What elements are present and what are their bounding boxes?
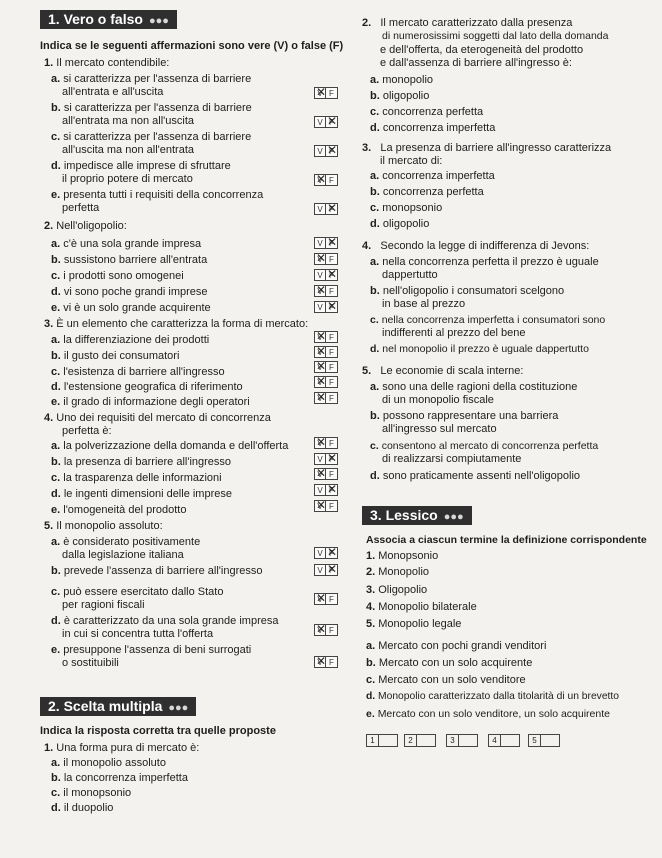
answer-box-1[interactable]: 1 — [366, 734, 398, 747]
true-checkbox[interactable]: V — [314, 269, 326, 281]
answer-input-3[interactable] — [459, 734, 478, 747]
q5-option-c: c. può essere esercitato dallo Stato — [51, 586, 224, 598]
m5-option-d[interactable]: d. sono praticamente assenti nell'oligopolio — [370, 470, 581, 482]
section-1-title: 1. Vero o falso — [48, 11, 143, 27]
answer-input-1[interactable] — [379, 734, 398, 747]
answer-box-5[interactable]: 5 — [528, 734, 560, 747]
definition-c: c. Mercato con un solo venditore — [366, 674, 526, 686]
q1-option-e-cont: perfetta — [62, 202, 100, 214]
false-checkbox[interactable]: F — [326, 437, 338, 449]
answer-input-2[interactable] — [417, 734, 436, 747]
q3-option-a: a. la differenziazione dei prodotti — [51, 334, 210, 346]
mc-question-2-l4: e dall'assenza di barriere all'ingresso è: — [380, 57, 572, 69]
m1-option-a[interactable]: a. il monopolio assoluto — [51, 757, 166, 769]
q1-option-b: b. si caratterizza per l'assenza di barriere — [51, 102, 252, 114]
q3-option-c: c. l'esistenza di barriere all'ingresso — [51, 366, 225, 378]
q5-option-a-cont: dalla legislazione italiana — [62, 549, 184, 561]
true-checkbox-checked[interactable]: V ✕ — [314, 331, 326, 343]
q4-option-b: b. la presenza di barriere all'ingresso — [51, 456, 232, 468]
mc-question-3-l2: il mercato di: — [380, 155, 443, 167]
difficulty-dots: ●●● — [168, 702, 189, 714]
section-3-header — [362, 506, 472, 525]
q4b-vf-box[interactable] — [314, 453, 338, 465]
q3c-vf-box[interactable] — [314, 361, 338, 373]
section-2-instruction: Indica la risposta corretta tra quelle proposte — [40, 725, 276, 737]
q1-option-a-cont: all'entrata e all'uscita — [62, 86, 164, 98]
q4-option-e: e. l'omogeneità del prodotto — [51, 504, 187, 516]
false-checkbox-checked[interactable]: F ✕ — [326, 116, 338, 128]
q1d-vf-box[interactable] — [314, 174, 338, 186]
q3-option-e: e. il grado di informazione degli operatori — [51, 396, 250, 408]
true-checkbox[interactable]: V — [314, 453, 326, 465]
false-checkbox-checked[interactable]: F ✕ — [326, 453, 338, 465]
difficulty-dots: ●●● — [148, 15, 169, 27]
m2-option-b[interactable]: b. oligopolio — [370, 90, 430, 102]
true-checkbox-checked[interactable]: V ✕ — [314, 468, 326, 480]
q5d-vf-box[interactable] — [314, 624, 338, 636]
mc-question-3: 3. La presenza di barriere all'ingresso caratterizza — [362, 142, 612, 154]
m5-option-c[interactable]: c. consentono al mercato di concorrenza perfetta — [370, 440, 599, 452]
false-checkbox-checked[interactable]: F ✕ — [326, 237, 338, 249]
false-checkbox[interactable]: F — [326, 593, 338, 605]
m4-option-b-cont: in base al prezzo — [382, 298, 466, 310]
definition-a: a. Mercato con pochi grandi venditori — [366, 640, 547, 652]
q1-option-b-cont: all'entrata ma non all'uscita — [62, 115, 194, 127]
true-checkbox-checked[interactable]: V ✕ — [314, 437, 326, 449]
q1-option-d-cont: il proprio potere di mercato — [62, 173, 193, 185]
false-checkbox[interactable]: F — [326, 624, 338, 636]
true-checkbox[interactable]: V — [314, 547, 326, 559]
definition-d: d. Monopolio caratterizzato dalla titolarità di un brevetto — [366, 691, 619, 702]
section-1-instruction: Indica se le seguenti affermazioni sono vere (V) o false (F) — [40, 40, 344, 52]
true-checkbox-checked[interactable]: V ✕ — [314, 376, 326, 388]
m5-option-b-cont: all'ingresso sul mercato — [382, 423, 497, 435]
false-checkbox[interactable]: F — [326, 346, 338, 358]
m4-option-a[interactable]: a. nella concorrenza perfetta il prezzo è uguale — [370, 256, 599, 268]
m2-option-c[interactable]: c. concorrenza perfetta — [370, 106, 484, 118]
q4-option-c: c. la trasparenza delle informazioni — [51, 472, 222, 484]
m1-option-c[interactable]: c. il monopsonio — [51, 787, 132, 799]
answer-box-3[interactable]: 3 — [446, 734, 478, 747]
answer-box-2[interactable]: 2 — [404, 734, 436, 747]
false-checkbox-checked[interactable]: F ✕ — [326, 484, 338, 496]
q3-option-d: d. l'estensione geografica di riferimento — [51, 381, 243, 393]
m3-option-c[interactable]: c. monopsonio — [370, 202, 443, 214]
m4-option-b[interactable]: b. nell'oligopolio i consumatori scelgono — [370, 285, 565, 297]
false-checkbox-checked[interactable]: F ✕ — [326, 547, 338, 559]
true-checkbox-checked[interactable]: V ✕ — [314, 361, 326, 373]
term-2: 2. Monopolio — [366, 566, 430, 578]
false-checkbox-checked[interactable]: F ✕ — [326, 564, 338, 576]
m5-option-a-cont: di un monopolio fiscale — [382, 394, 494, 406]
m3-option-d[interactable]: d. oligopolio — [370, 218, 430, 230]
false-checkbox[interactable]: F — [326, 500, 338, 512]
q1-option-d: d. impedisce alle imprese di sfruttare — [51, 160, 231, 172]
q3b-vf-box[interactable] — [314, 346, 338, 358]
definition-b: b. Mercato con un solo acquirente — [366, 657, 533, 669]
q2c-vf-box[interactable] — [314, 269, 338, 281]
m2-option-d[interactable]: d. concorrenza imperfetta — [370, 122, 496, 134]
q4a-vf-box[interactable] — [314, 437, 338, 449]
true-checkbox[interactable]: V — [314, 237, 326, 249]
true-checkbox-checked[interactable]: V ✕ — [314, 656, 326, 668]
term-3: 3. Oligopolio — [366, 584, 428, 596]
true-checkbox-checked[interactable]: V ✕ — [314, 392, 326, 404]
q2-option-b: b. sussistono barriere all'entrata — [51, 254, 208, 266]
q1c-vf-box[interactable] — [314, 145, 338, 157]
m4-option-d[interactable]: d. nel monopolio il prezzo è uguale dappertutto — [370, 343, 589, 355]
false-checkbox[interactable]: F — [326, 253, 338, 265]
question-2: 2. Nell'oligopolio: — [44, 220, 127, 232]
question-4-cont: perfetta è: — [62, 425, 112, 437]
mc-question-2-l3: e dell'offerta, da eterogeneità del prodotto — [380, 44, 584, 56]
q4c-vf-box[interactable] — [314, 468, 338, 480]
true-checkbox[interactable]: V — [314, 116, 326, 128]
q1-option-c: c. si caratterizza per l'assenza di barriere — [51, 131, 252, 143]
false-checkbox[interactable]: F — [326, 285, 338, 297]
true-checkbox[interactable]: V — [314, 301, 326, 313]
q5-option-c-cont: per ragioni fiscali — [62, 599, 145, 611]
q4e-vf-box[interactable] — [314, 500, 338, 512]
answer-box-4[interactable]: 4 — [488, 734, 520, 747]
q3-option-b: b. il gusto dei consumatori — [51, 350, 180, 362]
section-2-title: 2. Scelta multipla — [48, 698, 163, 714]
term-4: 4. Monopolio bilaterale — [366, 601, 477, 613]
difficulty-dots: ●●● — [443, 511, 464, 523]
m2-option-a[interactable]: a. monopolio — [370, 74, 434, 86]
q1-option-a: a. si caratterizza per l'assenza di barriere — [51, 73, 252, 85]
false-checkbox[interactable]: F — [326, 376, 338, 388]
m4-option-a-cont: dappertutto — [382, 269, 438, 281]
m5-option-c-cont: di realizzarsi compiutamente — [382, 453, 522, 465]
q1-option-e: e. presenta tutti i requisiti della concorrenza — [51, 189, 264, 201]
q4d-vf-box[interactable] — [314, 484, 338, 496]
question-5: 5. Il monopolio assoluto: — [44, 520, 163, 532]
m4-option-c[interactable]: c. nella concorrenza imperfetta i consumatori sono — [370, 314, 606, 326]
section-1-header — [40, 10, 177, 29]
section-2-header — [40, 697, 196, 716]
mc-question-2-l2: di numerosissimi soggetti dal lato della domanda — [382, 30, 609, 42]
m5-option-a[interactable]: a. sono una delle ragioni della costituzione — [370, 381, 578, 393]
q5-option-e-cont: o sostituibili — [62, 657, 119, 669]
q2b-vf-box[interactable] — [314, 253, 338, 265]
true-checkbox-checked[interactable]: V ✕ — [314, 500, 326, 512]
term-5: 5. Monopolio legale — [366, 618, 462, 630]
mc-question-5: 5. Le economie di scala interne: — [362, 365, 524, 377]
mc-question-2: 2. Il mercato caratterizzato dalla presenza — [362, 17, 573, 29]
true-checkbox[interactable]: V — [314, 145, 326, 157]
q2a-vf-box[interactable] — [314, 237, 338, 249]
true-checkbox-checked[interactable]: V ✕ — [314, 87, 326, 99]
true-checkbox[interactable]: V — [314, 564, 326, 576]
false-checkbox-checked[interactable]: F ✕ — [326, 203, 338, 215]
q1e-vf-box[interactable] — [314, 203, 338, 215]
m4-option-c-cont: indifferenti al prezzo del bene — [382, 327, 526, 339]
m1-option-b[interactable]: b. la concorrenza imperfetta — [51, 772, 188, 784]
true-checkbox-checked[interactable]: V ✕ — [314, 346, 326, 358]
question-4: 4. Uno dei requisiti del mercato di concorrenza — [44, 412, 271, 424]
true-checkbox-checked[interactable]: V ✕ — [314, 285, 326, 297]
q5-option-d-cont: in cui si concentra tutta l'offerta — [62, 628, 214, 640]
question-3: 3. È un elemento che caratterizza la forma di mercato: — [44, 318, 309, 330]
q5b-vf-box[interactable] — [314, 564, 338, 576]
q5-option-a: a. è considerato positivamente — [51, 536, 201, 548]
q5-option-b: b. prevede l'assenza di barriere all'ingresso — [51, 565, 263, 577]
q4-option-a: a. la polverizzazione della domanda e dell'offerta — [51, 440, 289, 452]
true-checkbox[interactable]: V — [314, 484, 326, 496]
false-checkbox-checked[interactable]: F ✕ — [326, 145, 338, 157]
q3d-vf-box[interactable] — [314, 376, 338, 388]
q5-option-d: d. è caratterizzato da una sola grande impresa — [51, 615, 279, 627]
question-1: 1. Il mercato contendibile: — [44, 57, 170, 69]
true-checkbox-checked[interactable]: V ✕ — [314, 624, 326, 636]
term-1: 1. Monopsonio — [366, 550, 439, 562]
false-checkbox[interactable]: F — [326, 656, 338, 668]
q2-option-d: d. vi sono poche grandi imprese — [51, 286, 208, 298]
q4-option-d: d. le ingenti dimensioni delle imprese — [51, 488, 232, 500]
false-checkbox[interactable]: F — [326, 468, 338, 480]
definition-e: e. Mercato con un solo venditore, un solo acquirente — [366, 708, 610, 720]
section-3-instruction: Associa a ciascun termine la definizione corrispondente — [366, 534, 647, 546]
mc-question-1: 1. Una forma pura di mercato è: — [44, 742, 200, 754]
q3e-vf-box[interactable] — [314, 392, 338, 404]
q2e-vf-box[interactable] — [314, 301, 338, 313]
q3a-vf-box[interactable] — [314, 331, 338, 343]
m3-option-b[interactable]: b. concorrenza perfetta — [370, 186, 484, 198]
false-checkbox[interactable]: F — [326, 331, 338, 343]
q2-option-c: c. i prodotti sono omogenei — [51, 270, 184, 282]
m3-option-a[interactable]: a. concorrenza imperfetta — [370, 170, 495, 182]
q2d-vf-box[interactable] — [314, 285, 338, 297]
answer-input-4[interactable] — [501, 734, 520, 747]
false-checkbox[interactable]: F — [326, 174, 338, 186]
q5e-vf-box[interactable] — [314, 656, 338, 668]
true-checkbox[interactable]: V — [314, 203, 326, 215]
false-checkbox[interactable]: F — [326, 361, 338, 373]
true-checkbox-checked[interactable]: V ✕ — [314, 253, 326, 265]
m5-option-b[interactable]: b. possono rappresentare una barriera — [370, 410, 559, 422]
false-checkbox-checked[interactable]: F ✕ — [326, 301, 338, 313]
false-checkbox[interactable]: F — [326, 392, 338, 404]
mc-question-4: 4. Secondo la legge di indifferenza di Jevons: — [362, 240, 590, 252]
q5a-vf-box[interactable] — [314, 547, 338, 559]
m1-option-d[interactable]: d. il duopolio — [51, 802, 114, 814]
q1-option-c-cont: all'uscita ma non all'entrata — [62, 144, 194, 156]
q1b-vf-box[interactable] — [314, 116, 338, 128]
false-checkbox[interactable]: F — [326, 87, 338, 99]
q2-option-e: e. vi è un solo grande acquirente — [51, 302, 211, 314]
answer-input-5[interactable] — [541, 734, 560, 747]
true-checkbox-checked[interactable]: V ✕ — [314, 174, 326, 186]
q5c-vf-box[interactable] — [314, 593, 338, 605]
section-3-title: 3. Lessico — [370, 507, 438, 523]
true-checkbox-checked[interactable]: V ✕ — [314, 593, 326, 605]
q5-option-e: e. presuppone l'assenza di beni surrogati — [51, 644, 252, 656]
false-checkbox-checked[interactable]: F ✕ — [326, 269, 338, 281]
q1a-vf-box[interactable] — [314, 87, 338, 99]
q2-option-a: a. c'è una sola grande impresa — [51, 238, 202, 250]
